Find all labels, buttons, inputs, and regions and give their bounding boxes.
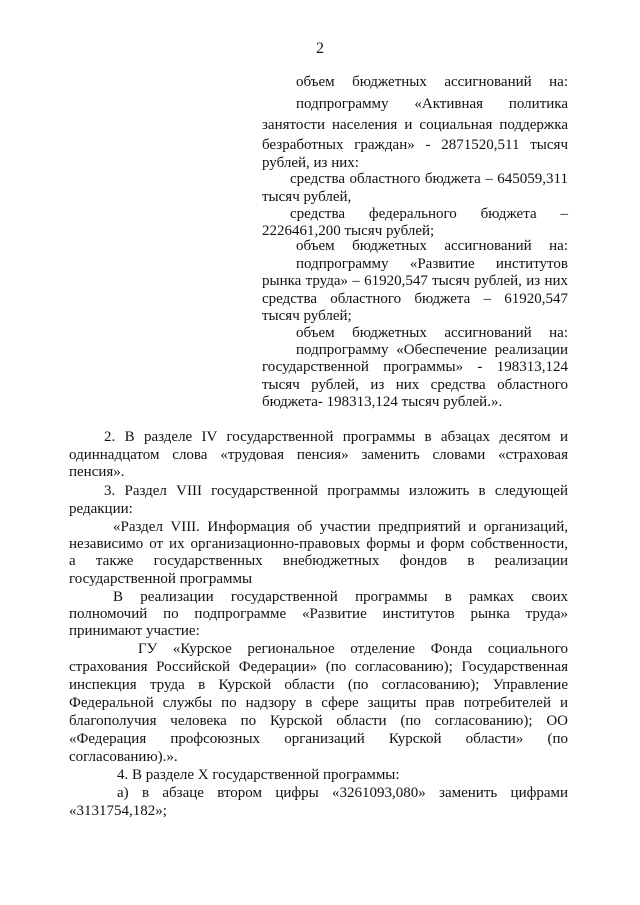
text-line: объем бюджетных ассигнований на:	[296, 238, 568, 254]
page-number: 2	[316, 40, 324, 57]
text-line: «Федерация профсоюзных организаций Курской области» (по	[69, 731, 568, 747]
text-line: 2226461,200 тысяч рублей;	[262, 223, 435, 239]
text-line: независимо от их организационно-правовых формы и форм собственности,	[69, 536, 568, 552]
text-line: безработных граждан» - 2871520,511 тысяч	[262, 137, 568, 153]
text-line: средства областного бюджета – 61920,547	[262, 291, 568, 307]
text-line: средства федерального бюджета –	[290, 206, 568, 222]
text-line: государственной программы» - 198313,124	[262, 359, 568, 375]
text-line: 2. В разделе IV государственной программы в абзацах десятом и	[104, 429, 568, 445]
text-line: рублей, из них:	[262, 155, 359, 171]
text-line: 4. В разделе Х государственной программы:	[117, 767, 400, 783]
text-line: страхования Российской Федерации» (по согласованию); Государственная	[69, 659, 568, 675]
text-line: инспекция труда в Курской области (по согласованию); Управление	[69, 677, 568, 693]
text-line: тысяч рублей;	[262, 308, 352, 324]
text-line: бюджета- 198313,124 тысяч рублей.».	[262, 394, 503, 410]
text-line: редакции:	[69, 501, 133, 517]
text-line: «Раздел VIII. Информация об участии предприятий и организаций,	[113, 519, 568, 535]
text-line: полномочий по подпрограмме «Развитие институтов рынка труда»	[69, 606, 568, 622]
text-line: подпрограмму «Активная политика	[296, 96, 568, 112]
text-line: подпрограмму «Развитие институтов	[296, 256, 568, 272]
text-line: «3131754,182»;	[69, 803, 167, 819]
text-line: а также государственных внебюджетных фондов в реализации	[69, 553, 568, 569]
text-line: принимают участие:	[69, 623, 200, 639]
text-line: подпрограмму «Обеспечение реализации	[296, 342, 568, 358]
text-line: одиннадцатом слова «трудовая пенсия» заменить словами «страховая	[69, 447, 568, 463]
text-line: государственной программы	[69, 571, 253, 587]
text-line: благополучия человека по Курской области (по согласованию); ОО	[69, 713, 568, 729]
text-line: тысяч рублей, из них средства областного	[262, 377, 568, 393]
text-line: занятости населения и социальная поддержка	[262, 117, 568, 133]
text-line: объем бюджетных ассигнований на:	[296, 74, 568, 90]
text-line: рынка труда» – 61920,547 тысяч рублей, из них	[262, 273, 568, 289]
text-line: средства областного бюджета – 645059,311	[290, 171, 568, 187]
text-line: Федеральной службы по надзору в сфере защиты прав потребителей и	[69, 695, 568, 711]
text-line: объем бюджетных ассигнований на:	[296, 325, 568, 341]
text-line: пенсия».	[69, 464, 125, 480]
text-line: В реализации государственной программы в рамках своих	[113, 589, 568, 605]
text-line: согласованию).».	[69, 749, 178, 765]
text-line: ГУ «Курское региональное отделение Фонда социального	[138, 641, 568, 657]
text-line: тысяч рублей,	[262, 189, 352, 205]
text-line: а) в абзаце втором цифры «3261093,080» заменить цифрами	[117, 785, 568, 801]
text-line: 3. Раздел VIII государственной программы изложить в следующей	[104, 483, 568, 499]
